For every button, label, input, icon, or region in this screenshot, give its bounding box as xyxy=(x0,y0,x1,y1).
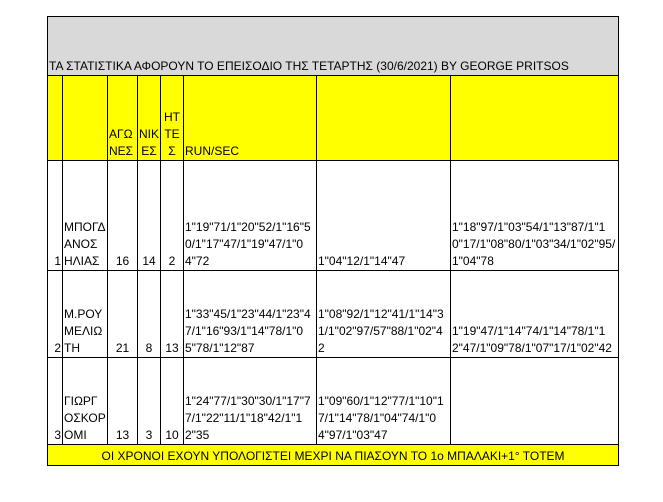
games-count: 21 xyxy=(108,271,138,358)
row-index: 1 xyxy=(48,161,63,271)
run-times: 1"04"12/1"14"47 xyxy=(317,161,451,271)
run-times: 1"19"71/1"20"52/1"16"50/1"17"47/1"19"47/1"04"72 xyxy=(184,161,317,271)
table-row xyxy=(48,271,619,358)
run-times: 1"09"60/1"12"77/1"10"17/1"14"78/1"04"74/1"04"97/1"03"47 xyxy=(317,358,451,445)
header-name-cell xyxy=(63,76,108,161)
run-times: 1"08"92/1"12"41/1"14"31/1"02"97/57"88/1"02"42 xyxy=(317,271,451,358)
header-empty-cell xyxy=(317,76,451,161)
player-name: Μ.ΡΟΥΜΕΛΙΩΤΗ xyxy=(63,271,108,358)
run-times xyxy=(451,358,619,445)
table-row xyxy=(48,358,619,445)
losses-count: 2 xyxy=(161,161,184,271)
row-index: 3 xyxy=(48,358,63,445)
header-losses: ΗΤΤΕΣ xyxy=(161,76,184,161)
losses-count: 10 xyxy=(161,358,184,445)
wins-count: 14 xyxy=(138,161,161,271)
run-times: 1"24"77/1"30"30/1"17"77/1"22"11/1"18"42/1"12"35 xyxy=(184,358,317,445)
sheet-title: ΤΑ ΣΤΑΤΙΣΤΙΚΑ ΑΦΟΡΟΥΝ ΤΟ ΕΠΕΙΣΟΔΙΟ ΤΗΣ ΤΕΤΑΡΤΗΣ (30/6/2021) BY GEORGE PRITSOS xyxy=(48,17,619,76)
run-times: 1"19"47/1"14"74/1"14"78/1"12"47/1"09"78/1"07"17/1"02"42 xyxy=(451,271,619,358)
run-times: 1"33"45/1"23"44/1"23"47/1"16"93/1"14"78/1"05"78/1"12"87 xyxy=(184,271,317,358)
header-games: ΑΓΩΝΕΣ xyxy=(108,76,138,161)
run-times: 1"18"97/1"03"54/1"13"87/1"10"17/1"08"80/1"03"34/1"02"95/1"04"78 xyxy=(451,161,619,271)
games-count: 16 xyxy=(108,161,138,271)
header-row xyxy=(48,76,619,161)
player-name: ΜΠΟΓΔΑΝΟΣΗΛΙΑΣ xyxy=(63,161,108,271)
player-name: ΓΙΩΡΓΟΣΚΟΡΟΜΙ xyxy=(63,358,108,445)
stats-table xyxy=(47,16,619,466)
wins-count: 8 xyxy=(138,271,161,358)
table-row xyxy=(48,161,619,271)
games-count: 13 xyxy=(108,358,138,445)
header-index-cell xyxy=(48,76,63,161)
wins-count: 3 xyxy=(138,358,161,445)
losses-count: 13 xyxy=(161,271,184,358)
header-wins: ΝΙΚΕΣ xyxy=(138,76,161,161)
header-empty-cell xyxy=(451,76,619,161)
header-run-sec: RUN/SEC xyxy=(184,76,317,161)
row-index: 2 xyxy=(48,271,63,358)
footer-note: ΟΙ ΧΡΟΝΟΙ ΕΧΟΥΝ ΥΠΟΛΟΓΙΣΤΕΙ ΜΕΧΡΙ ΝΑ ΠΙΑΣΟΥΝ ΤΟ 1ο ΜΠΑΛΑΚΙ+1° ΤΟΤΕΜ xyxy=(48,445,619,466)
